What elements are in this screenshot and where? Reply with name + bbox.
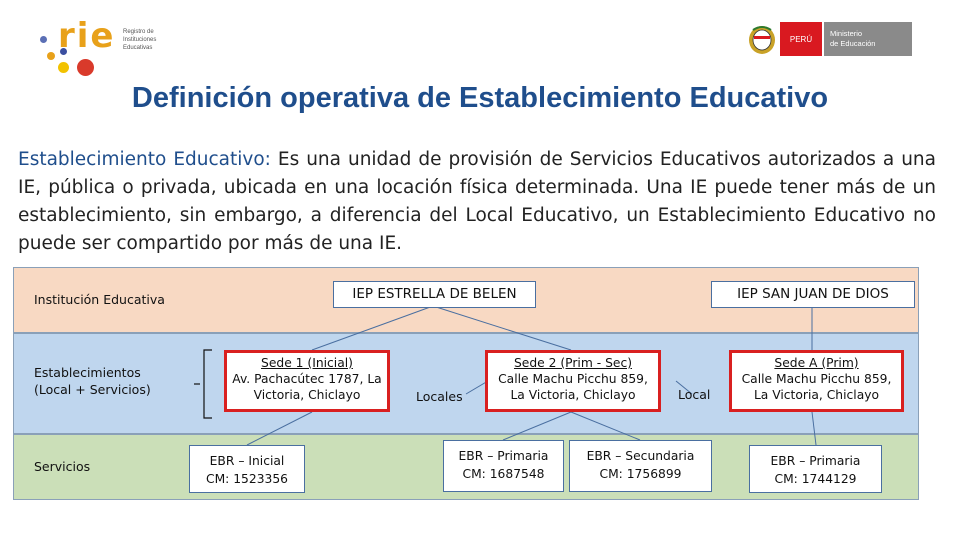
- connector-label-local: Local: [678, 387, 711, 402]
- establishment-address: La Victoria, Chiclayo: [753, 388, 880, 402]
- connector-line: [312, 306, 433, 350]
- establishment-address: Calle Machu Picchu 859,: [498, 372, 648, 386]
- row-label-institucion: Institución Educativa: [34, 292, 165, 307]
- service-box: [189, 445, 305, 493]
- page-title: Definición operativa de Establecimiento Educativo: [131, 82, 829, 114]
- establishment-address: Av. Pachacútec 1787, La: [232, 372, 382, 386]
- row-label-line: (Local + Servicios): [34, 382, 151, 397]
- ministry-name-line: Ministerio: [830, 29, 863, 38]
- establishment-name: Sede A (Prim): [774, 356, 859, 370]
- connector-line: [503, 412, 571, 440]
- ministry-name-line: de Educación: [830, 39, 876, 48]
- service-level: EBR – Primaria: [770, 454, 861, 468]
- institution-box: IEP SAN JUAN DE DIOS: [711, 281, 915, 308]
- establishment-box: [485, 350, 661, 412]
- service-box: [749, 445, 882, 493]
- connector-label-locales: Locales: [416, 389, 463, 404]
- institution-box: IEP ESTRELLA DE BELEN: [333, 281, 536, 308]
- bracket: [204, 350, 212, 418]
- establishment-address: Victoria, Chiclayo: [253, 388, 361, 402]
- service-level: EBR – Inicial: [209, 454, 285, 468]
- establishment-box: [224, 350, 390, 412]
- row-label-establecimientos: [34, 364, 151, 398]
- establishment-box: [729, 350, 904, 412]
- service-level: EBR – Secundaria: [586, 449, 695, 463]
- rie-subtitle-line: Instituciones: [123, 37, 157, 43]
- row-label-line: Establecimientos: [34, 365, 141, 380]
- connector-line: [433, 306, 571, 350]
- rie-subtitle-line: Educativas: [123, 45, 153, 51]
- rie-logo-text: rie: [58, 16, 116, 56]
- definition-term: Establecimiento Educativo:: [18, 149, 271, 170]
- establishment-address: La Victoria, Chiclayo: [510, 388, 636, 402]
- establishment-name: Sede 2 (Prim - Sec): [513, 356, 632, 370]
- rie-subtitle-line: Registro de: [123, 29, 154, 35]
- connector-line: [812, 412, 816, 445]
- service-box: [443, 440, 564, 492]
- connector-line: [571, 412, 640, 440]
- connector-line: [247, 412, 312, 445]
- service-code: CM: 1687548: [462, 467, 545, 481]
- row-label-servicios: Servicios: [34, 459, 91, 474]
- service-box: [569, 440, 712, 492]
- establishment-address: Calle Machu Picchu 859,: [741, 372, 892, 386]
- establishment-name: Sede 1 (Inicial): [261, 356, 353, 370]
- ministry-country-badge: PERÚ: [780, 22, 822, 56]
- service-level: EBR – Primaria: [458, 449, 549, 463]
- service-code: CM: 1756899: [599, 467, 682, 481]
- definition-text: Es una unidad de provisión de Servicios Educativos autorizados a una IE, pública o privada, ubicada en una locación física determinada. Una IE puede tener más de un establecimiento, sin embargo, a diferencia del Local Educativo, un Establecimiento Educativo no puede ser compartido por más de una IE.: [18, 149, 936, 254]
- service-code: CM: 1523356: [205, 472, 288, 486]
- service-code: CM: 1744129: [774, 472, 857, 486]
